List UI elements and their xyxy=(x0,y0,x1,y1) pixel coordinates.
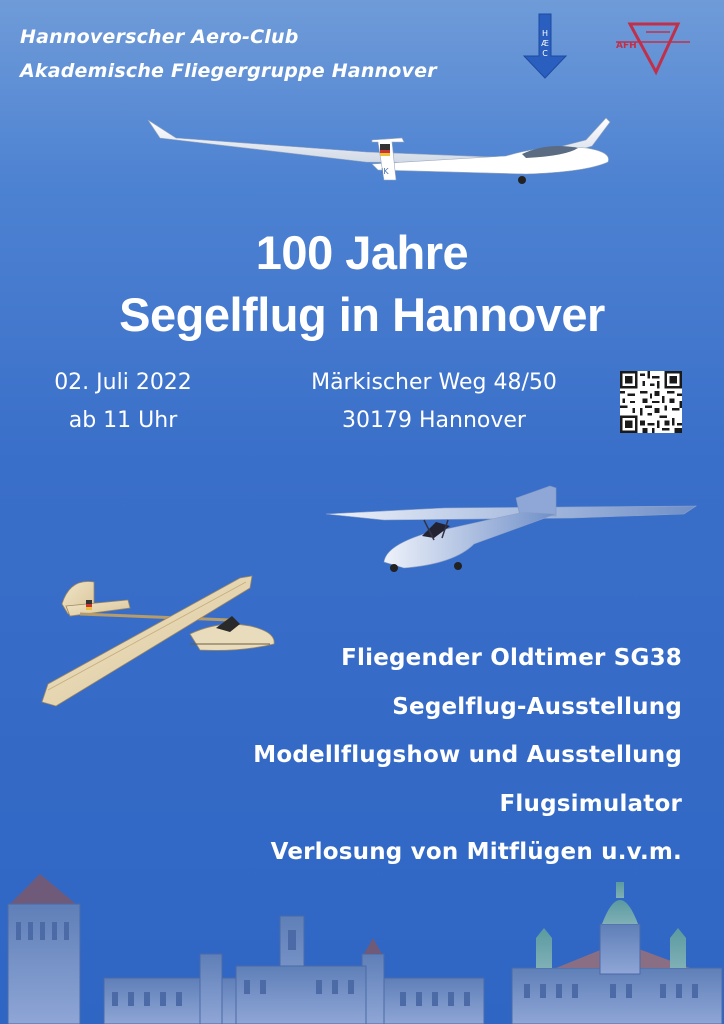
feature-item: Flugsimulator xyxy=(499,790,682,817)
glider-modern-image xyxy=(146,112,614,192)
afh-logo-text: AFH xyxy=(616,41,637,51)
afh-logo xyxy=(612,18,694,78)
title-line-2: Segelflug in Hannover xyxy=(119,288,605,341)
feature-item: Fliegender Oldtimer SG38 xyxy=(341,645,682,671)
palace-building xyxy=(104,916,484,1024)
town-hall-building xyxy=(512,882,722,1024)
tower-building xyxy=(8,874,80,1024)
glider-registration: IK xyxy=(381,167,389,176)
club-names xyxy=(20,20,437,88)
qr-code[interactable] xyxy=(620,371,682,433)
event-time: ab 11 Uhr xyxy=(68,408,178,433)
event-city: 30179 Hannover xyxy=(342,408,526,433)
haec-logo-text-ae: Æ xyxy=(541,39,549,48)
title-line-1: 100 Jahre xyxy=(255,226,469,279)
feature-item: Verlosung von Mitflügen u.v.m. xyxy=(270,839,682,865)
club-name-afh: Akademische Fliegergruppe Hannover xyxy=(20,60,437,82)
haec-logo-text-c: C xyxy=(542,49,548,58)
event-date-block xyxy=(30,364,216,440)
glider-blue-image xyxy=(324,482,698,574)
event-title xyxy=(0,222,724,346)
hannover-skyline xyxy=(0,868,724,1024)
club-name-haec: Hannoverscher Aero-Club xyxy=(20,26,299,48)
feature-item: Modellflugshow und Ausstellung xyxy=(253,742,682,768)
feature-item: Segelflug-Ausstellung xyxy=(392,693,682,720)
glider-sg38-image xyxy=(40,574,280,710)
event-date: 02. Juli 2022 xyxy=(54,370,192,395)
haec-logo-text-h: H xyxy=(541,29,549,38)
feature-list xyxy=(253,634,682,877)
haec-logo xyxy=(522,12,568,80)
event-street: Märkischer Weg 48/50 xyxy=(311,370,557,395)
event-address-block xyxy=(276,364,592,440)
